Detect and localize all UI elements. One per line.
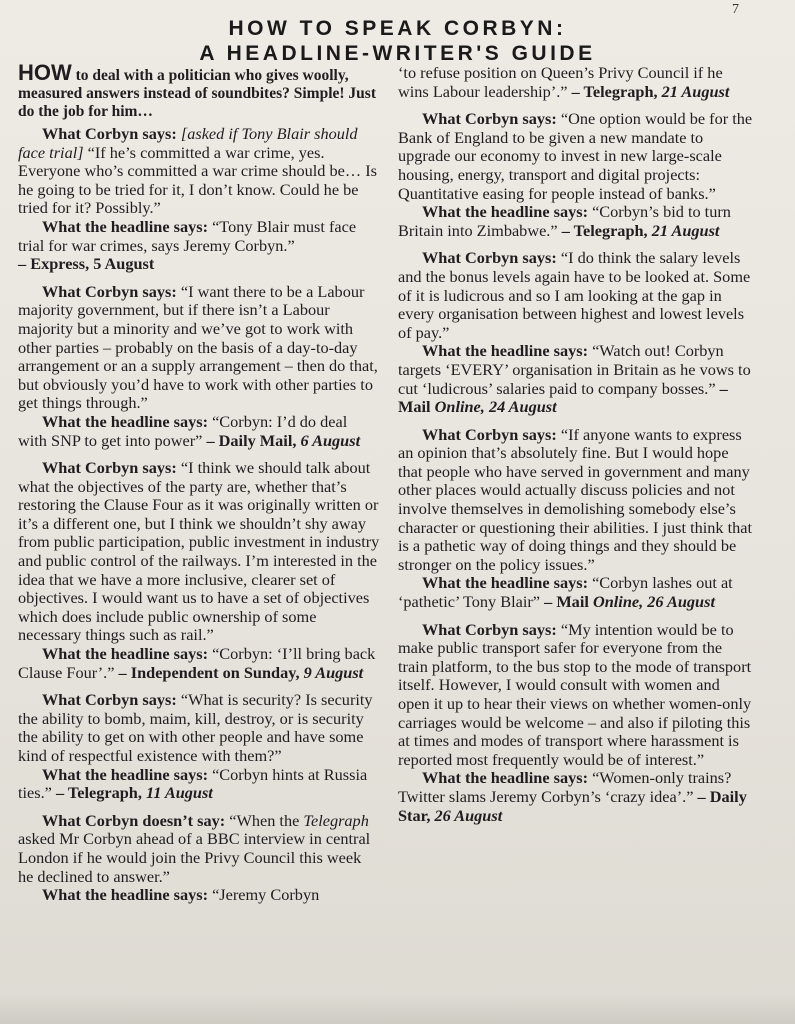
headline-label: What the headline says: [422,341,588,361]
source-publication: – Telegraph, [571,81,658,101]
source-publication: – Daily Mail, [206,430,297,450]
headline-says-3 [18,645,380,682]
says-label: What Corbyn says: [42,690,177,710]
intro-text: to deal with a politician who gives woolly, measured answers instead of soundbites? Simple! Just do the job for him… [18,67,376,120]
says-quote: “I think we should talk about what the objectives of the party are, whether that’s restoring the Clause Four as it was originally written or it’s a different one, but I think we shouldn’t shy away from public participation, public investment in industry and public control of the railways. I’m interested in the idea that we have a more inclusive, clearer set of objectives. I would want us to have a set of objectives which does include public ownership of some necessary things such as rail.” [18,458,380,645]
source-date: 6 August [300,430,361,450]
headline-quote: “Tony Blair must face trial for war crimes, says Jeremy Corbyn.” [18,216,357,255]
headline-quote: “Corbyn: ‘I’ll bring back Clause Four’.” [18,644,376,682]
source-online: Online, [592,592,644,612]
corbyn-says-6 [398,110,754,203]
says-quote: “One option would be for the Bank of England to be given a new mandate to upgrade our economy to invest in new large-scale housing, energy, transport and digital projects: Quantitative easing for people instead of banks.” [398,109,753,203]
says-quote: “If he’s committed a war crime, yes. Everyone who’s committed a war crime should be… Is he going to be tried for it, I don’t know. Could he be tried for it? Possibly.” [18,142,377,218]
corbyn-says-9 [398,621,754,770]
says-label: What Corbyn says: [422,109,557,129]
headline-says-6 [398,203,754,240]
says-quote-post: asked Mr Corbyn ahead of a BBC interview in central London if he would join the Privy Council this week he declined to answer.” [18,829,371,886]
says-label: What Corbyn says: [42,281,177,301]
headline-quote: “Corbyn: I’d do deal with SNP to get into power” [18,411,348,450]
source: – Express, 5 August [18,254,155,274]
source-date: 24 August [488,397,557,417]
headline-label: What the headline says: [42,216,208,236]
says-label: What Corbyn says: [422,619,557,639]
says-quote: “I do think the salary levels and the bonus levels again have to be looked at. Some of it is ludicrous and so I am looking at the gap in every organisation between highest and lowest levels of pay.” [398,248,751,342]
headline-source-1 [18,255,380,274]
source-online: Online, [434,397,485,417]
headline-quote: “Jeremy Corbyn [212,885,320,905]
says-label: What Corbyn says: [422,424,557,444]
right-column [398,64,754,825]
headline-says-2 [18,413,380,450]
intro-dropcap: HOW [18,60,72,85]
headline-label: What the headline says: [422,768,588,788]
headline-says-4 [18,766,380,803]
says-label: What Corbyn says: [42,124,177,143]
corbyn-says-3 [18,459,380,645]
says-label: What Corbyn says: [422,248,557,268]
source-publication: – Telegraph, [561,220,648,240]
says-quote: “What is security? Is security the ability to bomb, maim, kill, destroy, or is security the ability to get on with other people and have some kind of respectful existence with them?” [18,690,373,765]
says-note: [asked if Tony Blair should face trial] [18,124,358,162]
source-publication: – Mail [544,592,589,612]
headline-label: What the headline says: [42,411,208,431]
source-date: 26 August [647,592,715,612]
headline-quote: ‘to refuse position on Queen’s Privy Council if he wins Labour leadership’.” [398,63,723,101]
left-column [18,60,380,905]
headline-label: What the headline says: [42,885,208,905]
headline-says-9 [398,769,754,825]
headline-quote: “Corbyn’s bid to turn Britain into Zimbabwe.” [398,202,731,240]
headline-says-8 [398,574,754,611]
headline-quote: “Women-only trains? Twitter slams Jeremy Corbyn’s ‘crazy idea’.” [398,768,732,806]
headline-label: What the headline says: [42,764,208,784]
source-date: 9 August [303,662,364,682]
source-date: 21 August [661,81,730,101]
headline-label: What the headline says: [422,573,588,593]
headline-says-5 [18,886,380,905]
headline-label: What the headline says: [422,202,588,222]
headline-says-1 [18,218,380,255]
headline-says-5-continued [398,64,754,101]
corbyn-says-4 [18,691,380,765]
intro-paragraph [18,60,380,121]
corbyn-says-7 [398,249,754,342]
source-date: 26 August [434,805,503,825]
corbyn-says-8 [398,426,754,575]
says-label: What Corbyn says: [42,458,177,478]
says-quote: “If anyone wants to express an opinion that’s absolutely fine. But I would hope that people who have served in government and many other places would actually discuss policies and not involve themselves in demolishing somebody else’s character or questioning their abilities. I just think that is a pathetic way of doing things and they should be stronger on the policy issues.” [398,424,753,574]
source-publication: – Daily Star, [398,786,747,825]
says-quote-paper: Telegraph [303,810,369,830]
headline-quote: “Corbyn hints at Russia ties.” [18,764,368,803]
headline-quote: “Watch out! Corbyn targets ‘EVERY’ organisation in Britain as he vows to cut ‘ludicrous’ salaries paid to company bosses.” [398,341,751,398]
source-date: 21 August [651,220,720,240]
corbyn-doesnt-say-5 [18,812,380,886]
source-publication: – Telegraph, [55,783,142,803]
corbyn-says-1 [18,125,380,218]
says-quote: “I want there to be a Labour majority government, but if there isn’t a Labour majority but a minority and we’ve got to work with other parties – probably on the basis of a day-to-day arrangement or an a supply arrangement – then do that, but obviously you’d have to work with other parties to get things through.” [18,281,378,413]
says-quote-pre: “When the [229,810,304,830]
corbyn-says-2 [18,283,380,413]
headline-quote: “Corbyn lashes out at ‘pathetic’ Tony Blair” [398,573,733,612]
source-date: 11 August [146,783,213,803]
page-number: 7 [732,2,739,17]
says-quote: “My intention would be to make public transport safer for everyone from the train platform, to the bus stop to the mode of transport itself. However, I would consult with women and open it up to hear their views on whether women-only carriages would be welcome – and also if piloting this at times and modes of transport where harassment is reported most frequently would be of interest.” [398,619,752,769]
title-line-2: A HEADLINE-WRITER'S GUIDE [199,42,596,65]
source-publication: – Mail [398,378,728,417]
page-bottom-shadow [0,994,795,1024]
title-line-1: HOW TO SPEAK CORBYN: [228,17,567,40]
article-title [0,16,795,66]
says-label: What Corbyn doesn’t say: [42,810,226,830]
headline-label: What the headline says: [42,644,208,664]
source-publication: – Independent on Sunday, [118,662,300,682]
headline-says-7 [398,342,754,416]
